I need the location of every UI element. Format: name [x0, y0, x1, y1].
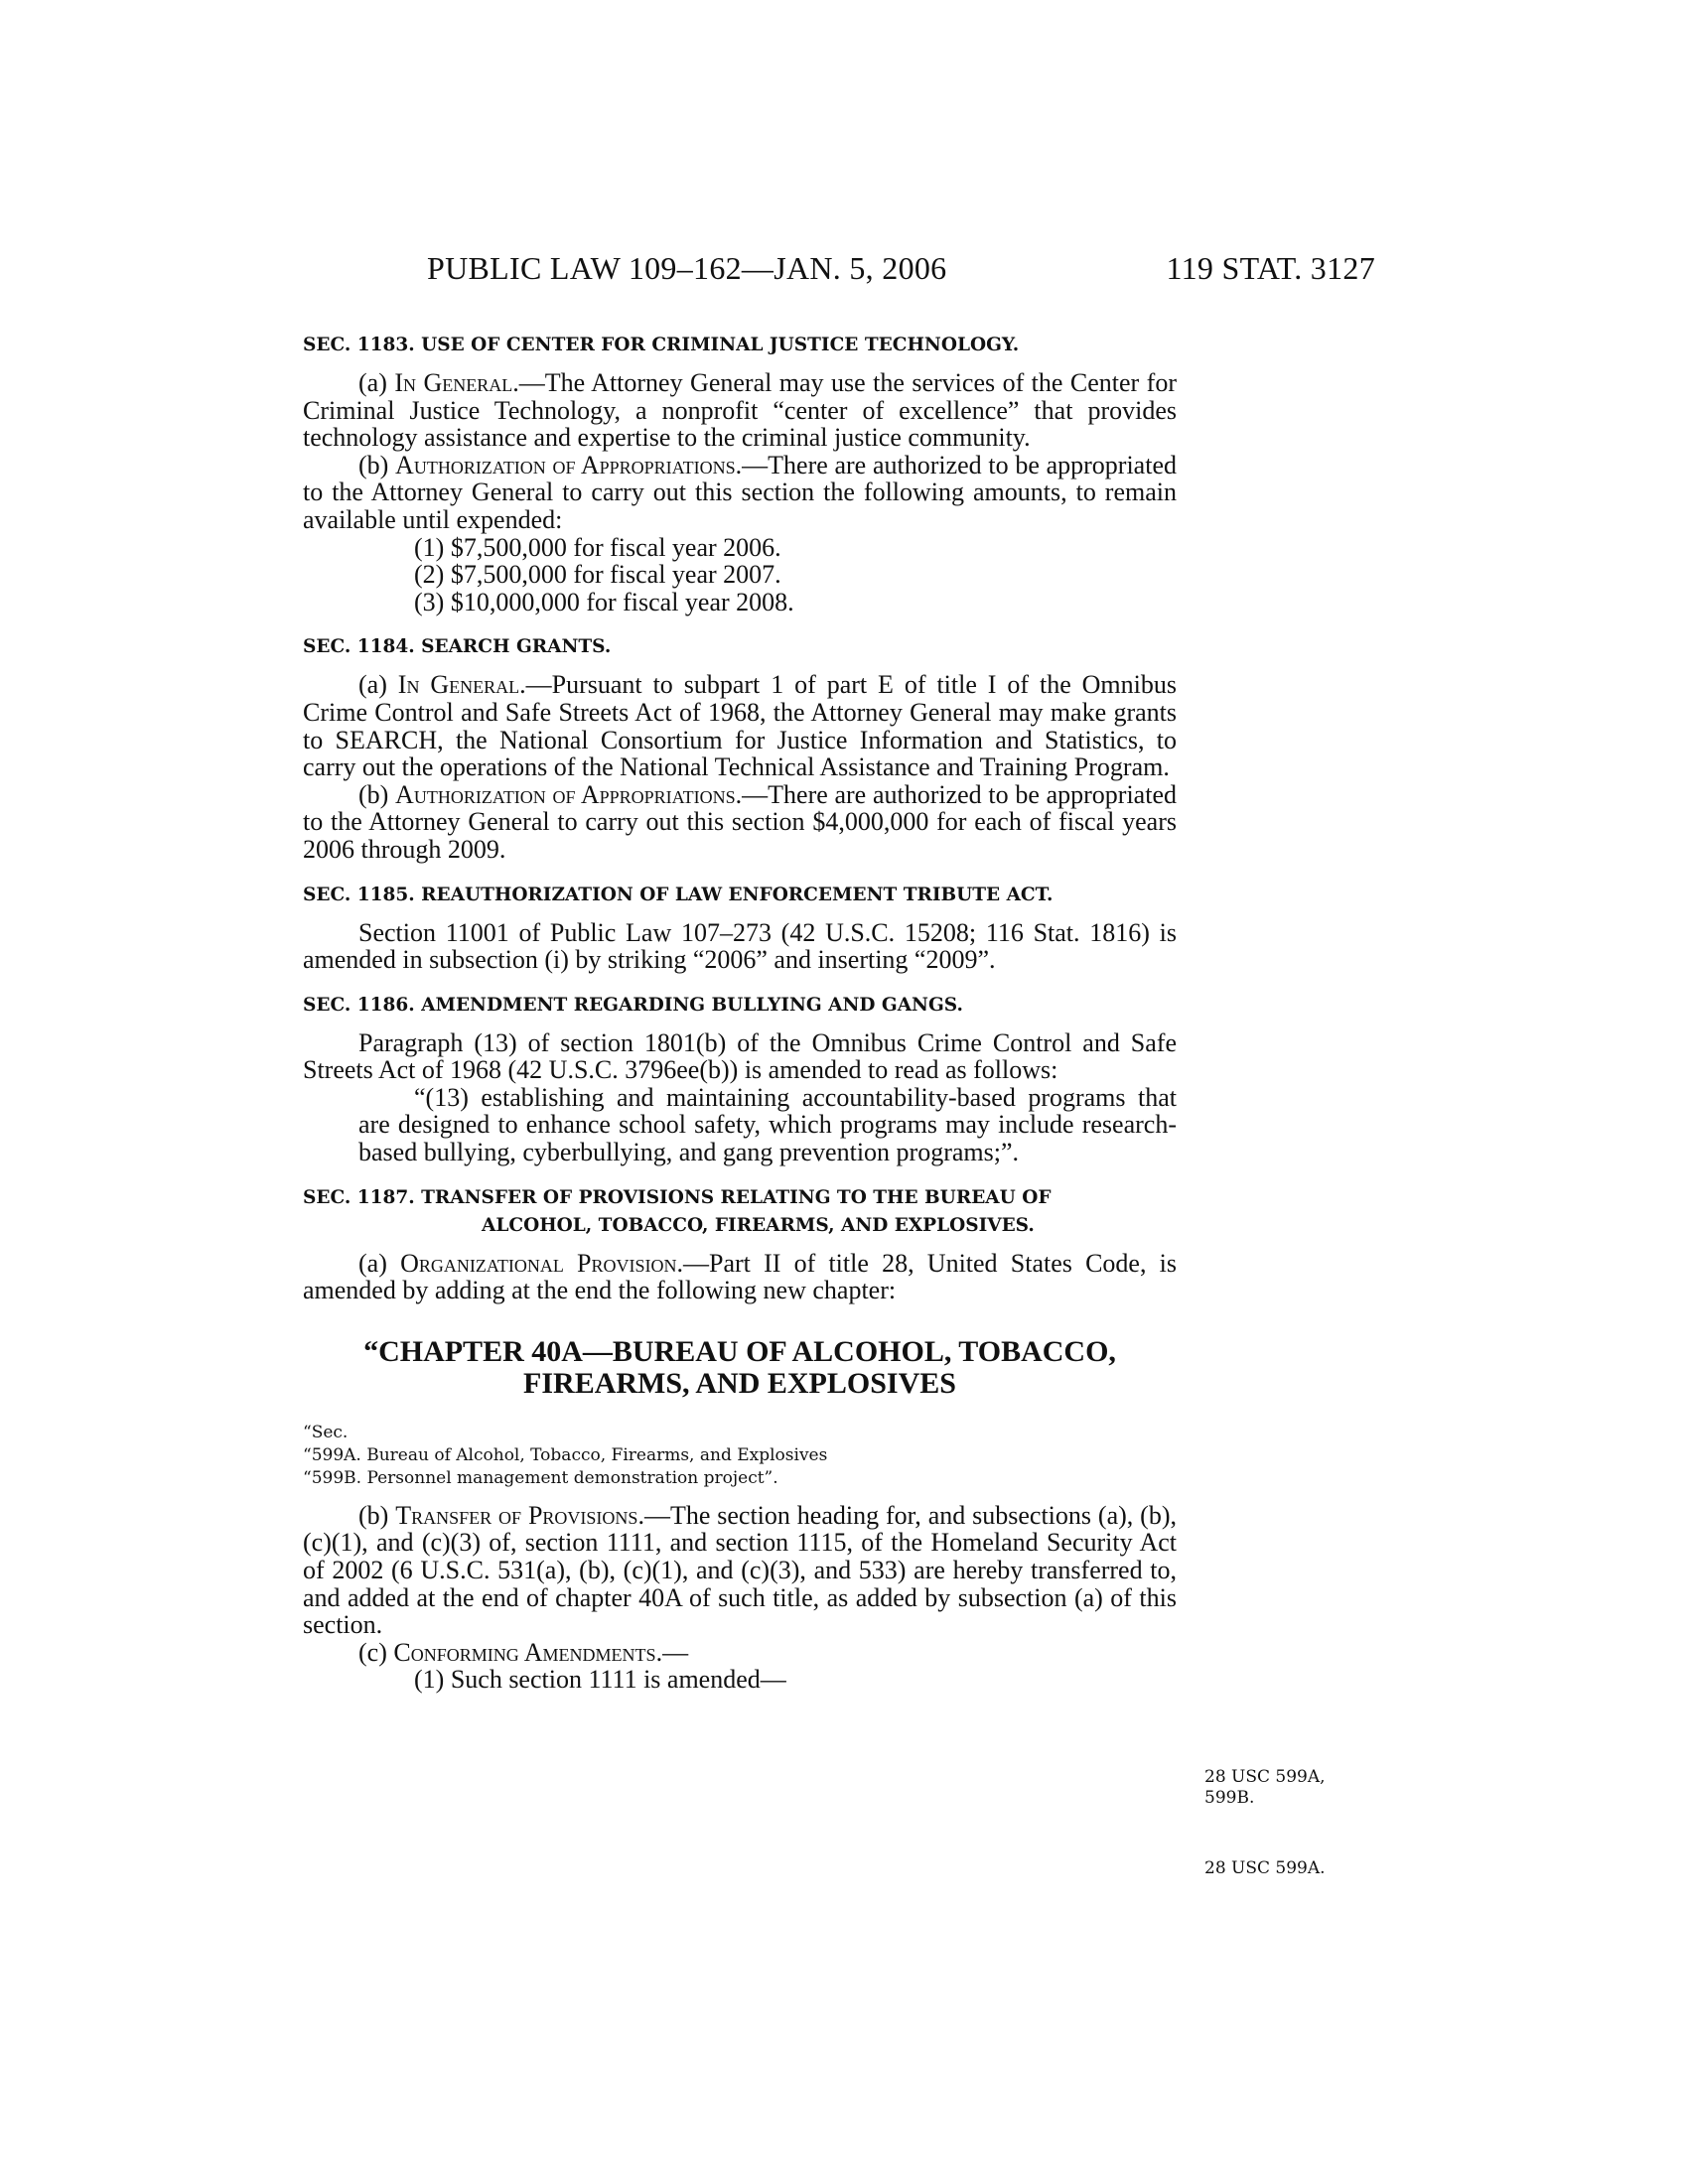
statute-page-number: 119 STAT. 3127 [1166, 250, 1375, 286]
section-1186-quoted-paragraph: “(13) establishing and maintaining accountability-based programs that are designed to enhance school safety, which programs may include research-based bullying, cyberbullying, and gang prevention programs;”. [358, 1082, 1177, 1167]
section-1184-subsection-a: (a) In General.—Pursuant to subpart 1 of part E of title I of the Omnibus Crime Control and Safe Streets Act of 1968, the Attorney General may make grants to SEARCH, the National Consortium for Justice Information and Statistics, to carry out the operations of the National Technical Assistance and Training Program. [303, 670, 1177, 782]
chapter-40a-title: “CHAPTER 40A—BUREAU OF ALCOHOL, TOBACCO, FIREARMS, AND EXPLOSIVES [363, 1334, 1116, 1400]
section-1187-paragraph-c1: (1) Such section 1111 is amended— [414, 1665, 786, 1695]
appropriation-item: (2) $7,500,000 for fiscal year 2007. [414, 560, 781, 590]
section-1184-heading: SEC. 1184. SEARCH GRANTS. [303, 636, 612, 658]
section-1183-subsection-a: (a) In General.—The Attorney General may use the services of the Center for Criminal Justice Technology, a nonprofit “center of excellence” that provides technology assistance and expertise to the criminal justice community. [303, 368, 1177, 453]
section-1187-subsection-a: (a) Organizational Provision.—Part II of title 28, United States Code, is amended by adding at the end the following new chapter: [303, 1248, 1177, 1305]
running-head [427, 250, 1375, 290]
running-head-title: PUBLIC LAW 109–162—JAN. 5, 2006 [427, 250, 947, 286]
toc-entry: “Sec. [303, 1422, 349, 1442]
section-1185-heading: SEC. 1185. REAUTHORIZATION OF LAW ENFORCEMENT TRIBUTE ACT. [303, 884, 1054, 905]
margin-note-usc-599a-599b: 28 USC 599A, 599B. [1204, 1767, 1326, 1808]
section-1185-text: Section 11001 of Public Law 107–273 (42 U.S.C. 15208; 116 Stat. 1816) is amended in subsection (i) by striking “2006” and inserting “2009”. [303, 917, 1177, 975]
toc-entry: “599A. Bureau of Alcohol, Tobacco, Firearms, and Explosives [303, 1444, 828, 1465]
section-1183-heading: SEC. 1183. USE OF CENTER FOR CRIMINAL JUSTICE TECHNOLOGY. [303, 335, 1020, 355]
appropriation-item: (1) $7,500,000 for fiscal year 2006. [414, 532, 781, 562]
chapter-table-of-sections [303, 1422, 1177, 1490]
toc-entry: “599B. Personnel management demonstration project”. [303, 1467, 778, 1488]
margin-note-usc-599a: 28 USC 599A. [1204, 1858, 1326, 1878]
section-1187-subsection-b: (b) Transfer of Provisions.—The section heading for, and subsections (a), (b), (c)(1), and (c)(3) of, section 1111, and section 1115, of the Homeland Security Act of 2002 (6 U.S.C. 531(a), (b), (c)(1), and (c)(3), and 533) are hereby transferred to, and added at the end of chapter 40A of such title, as added by subsection (a) of this section. [303, 1500, 1178, 1640]
section-1183-subsection-b: (b) Authorization of Appropriations.—There are authorized to be appropriated to the Attorney General to carry out this section the following amounts, to remain available until expended: [303, 450, 1177, 534]
section-1187-heading: SEC. 1187. TRANSFER OF PROVISIONS RELATING TO THE BUREAU OF ALCOHOL, TOBACCO, FIREARMS, AND EXPLOSIVES. [303, 1186, 1052, 1236]
appropriation-item: (3) $10,000,000 for fiscal year 2008. [414, 587, 794, 616]
document-body [303, 318, 1177, 1694]
section-1187-subsection-c: (c) Conforming Amendments.— [358, 1637, 689, 1667]
section-1186-text: Paragraph (13) of section 1801(b) of the Omnibus Crime Control and Safe Streets Act of 1968 (42 U.S.C. 3796ee(b)) is amended to read as follows: [303, 1027, 1177, 1085]
section-1184-subsection-b: (b) Authorization of Appropriations.—There are authorized to be appropriated to the Attorney General to carry out this section $4,000,000 for each of fiscal years 2006 through 2009. [303, 779, 1177, 864]
section-1186-heading: SEC. 1186. AMENDMENT REGARDING BULLYING AND GANGS. [303, 994, 963, 1016]
